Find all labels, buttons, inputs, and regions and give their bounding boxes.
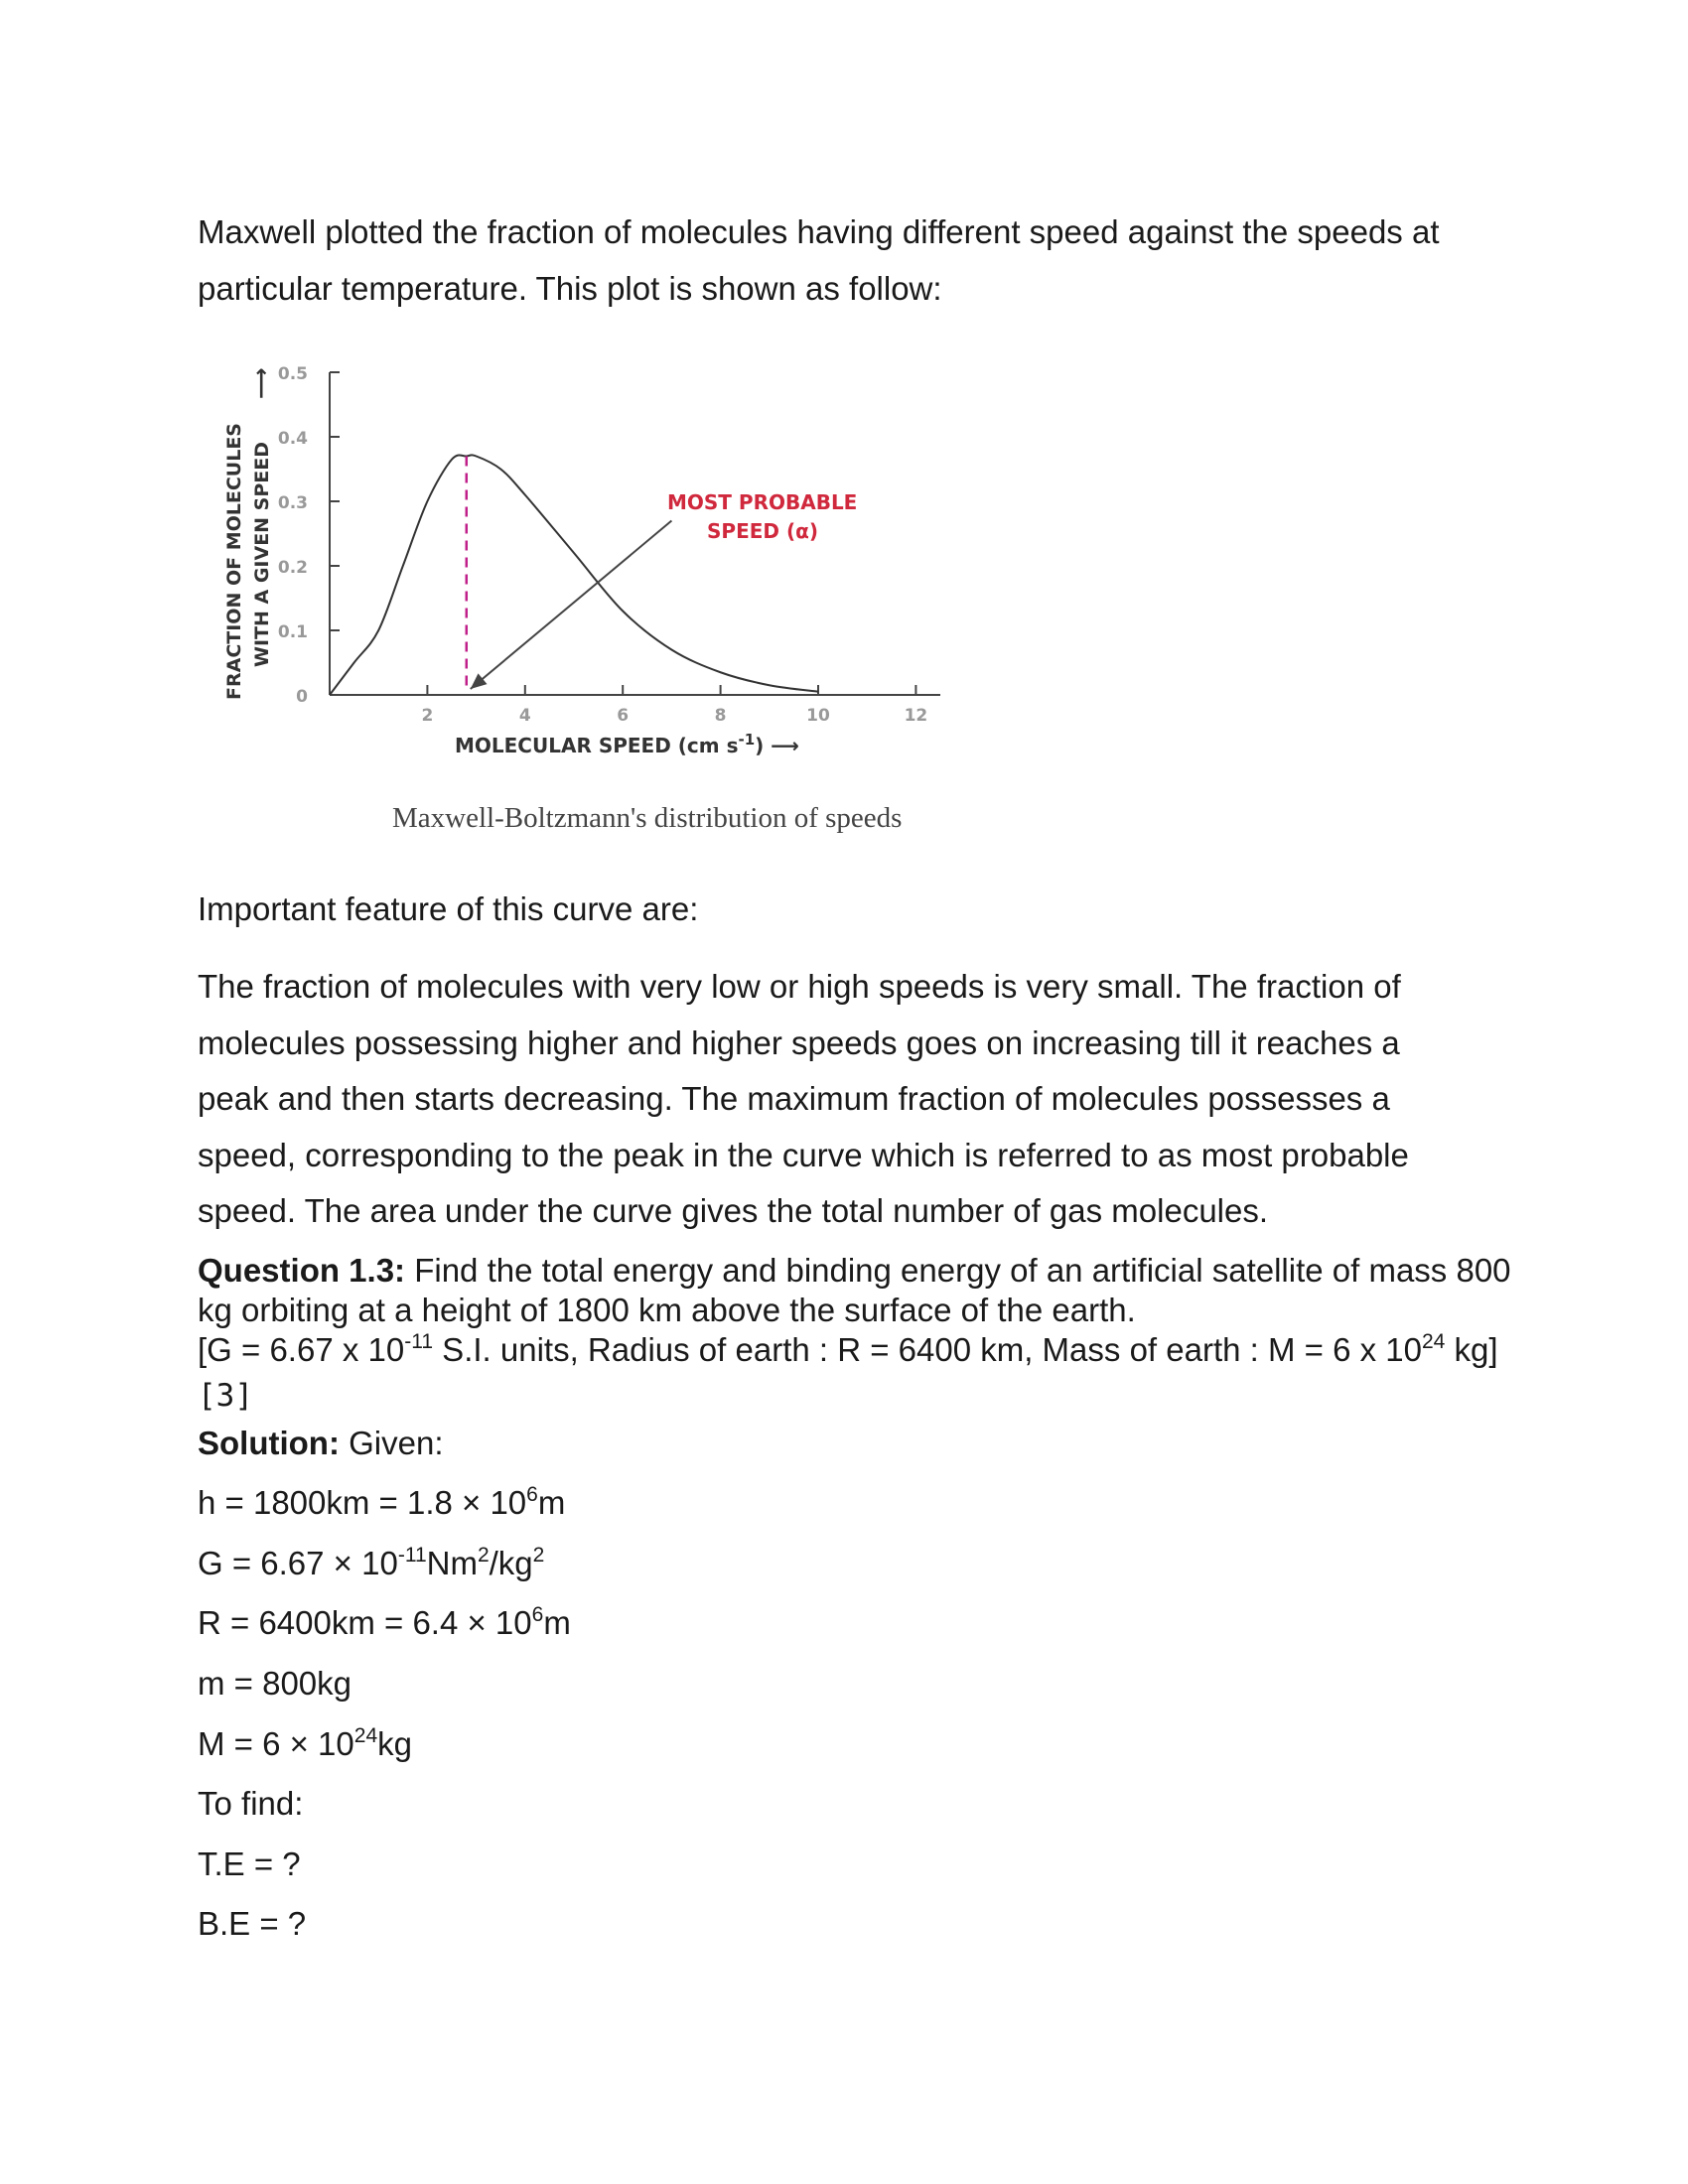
question-label: Question 1.3:: [198, 1252, 406, 1289]
y-axis-arrow: ⟶: [249, 367, 274, 399]
question-marks: [3]: [198, 1378, 253, 1414]
x-axis-label: MOLECULAR SPEED (cm $s^{-1}$) ⟶: [455, 731, 799, 757]
given-h: $h = 1800km = 1.8 \times 10^6m$: [198, 1483, 566, 1521]
intro-line-1: Maxwell plotted the fraction of molecules having different speed against the speeds at: [198, 213, 1440, 250]
x-tick-label: 4: [518, 706, 531, 726]
arrow-head: [471, 673, 488, 689]
y-axis-label-line-1: FRACTION OF MOLECULES: [223, 423, 245, 700]
given-m: m = 800kg: [198, 1665, 352, 1702]
distribution-chart: [218, 357, 993, 804]
figure-caption: Maxwell-Boltzmann's distribution of speeds: [392, 802, 903, 834]
x-tick-label: 6: [617, 706, 630, 726]
to-find-label: To find:: [198, 1785, 304, 1822]
question-block: [198, 1251, 1548, 1416]
features-paragraph: [198, 959, 1508, 1240]
y-tick-label: 0.2: [277, 558, 308, 578]
intro-paragraph: [198, 205, 1508, 317]
features-line-5: speed. The area under the curve gives the total number of gas molecules.: [198, 1192, 1269, 1229]
annotation-line-2: SPEED (α): [707, 519, 818, 543]
x-tick-label: 12: [904, 706, 928, 726]
question-given: [G = 6.67 x $10^{-11}$ S.I. units, Radius of earth : R = 6400 km, Mass of earth : M = 6 x $10^{24}$ kg]: [198, 1330, 1498, 1368]
solution-heading: Solution: Given:: [198, 1425, 444, 1461]
features-line-1: The fraction of molecules with very low or high speeds is very small. The fraction of: [198, 968, 1401, 1005]
x-ticks: [421, 685, 927, 726]
y-tick-label: 0.5: [277, 364, 308, 384]
find-total-energy: T.E = ?: [198, 1845, 301, 1882]
find-binding-energy: B.E = ?: [198, 1905, 307, 1942]
features-heading: Important feature of this curve are:: [198, 890, 699, 927]
y-tick-label: 0.3: [277, 493, 308, 513]
chart-axes: [330, 372, 940, 695]
features-line-4: speed, corresponding to the peak in the curve which is referred to as most probable: [198, 1136, 1409, 1173]
y-tick-label: 0.1: [277, 622, 308, 642]
solution-label: Solution:: [198, 1425, 340, 1461]
intro-line-2: particular temperature. This plot is shown as follow:: [198, 269, 942, 307]
x-tick-label: 2: [421, 706, 434, 726]
given-g: $G = 6.67 \times 10^{-11}Nm^2/kg^2$: [198, 1544, 545, 1581]
y-tick-label: 0: [296, 687, 308, 707]
annotation-arrow: [471, 521, 672, 690]
maxwell-distribution-figure: [218, 357, 993, 844]
question-text: Find the total energy and binding energy of an artificial satellite of mass 800 kg orbiting at a height of 1800 km above the surface of the earth.: [198, 1252, 1511, 1328]
y-axis-label: [223, 367, 274, 700]
y-axis-label-line-2: WITH A GIVEN SPEED: [251, 441, 273, 667]
y-tick-label: 0.4: [277, 429, 308, 449]
features-line-3: peak and then starts decreasing. The maximum fraction of molecules possesses a: [198, 1080, 1390, 1117]
annotation-line-1: MOST PROBABLE: [667, 490, 858, 514]
features-line-2: molecules possessing higher and higher speeds goes on increasing till it reaches a: [198, 1024, 1400, 1061]
x-tick-label: 8: [714, 706, 727, 726]
x-tick-label: 10: [806, 706, 830, 726]
given-mass-earth: $M = 6 \times 10^{24}kg$: [198, 1724, 412, 1762]
given-r: $R = 6400km = 6.4 \times 10^6m$: [198, 1603, 571, 1641]
